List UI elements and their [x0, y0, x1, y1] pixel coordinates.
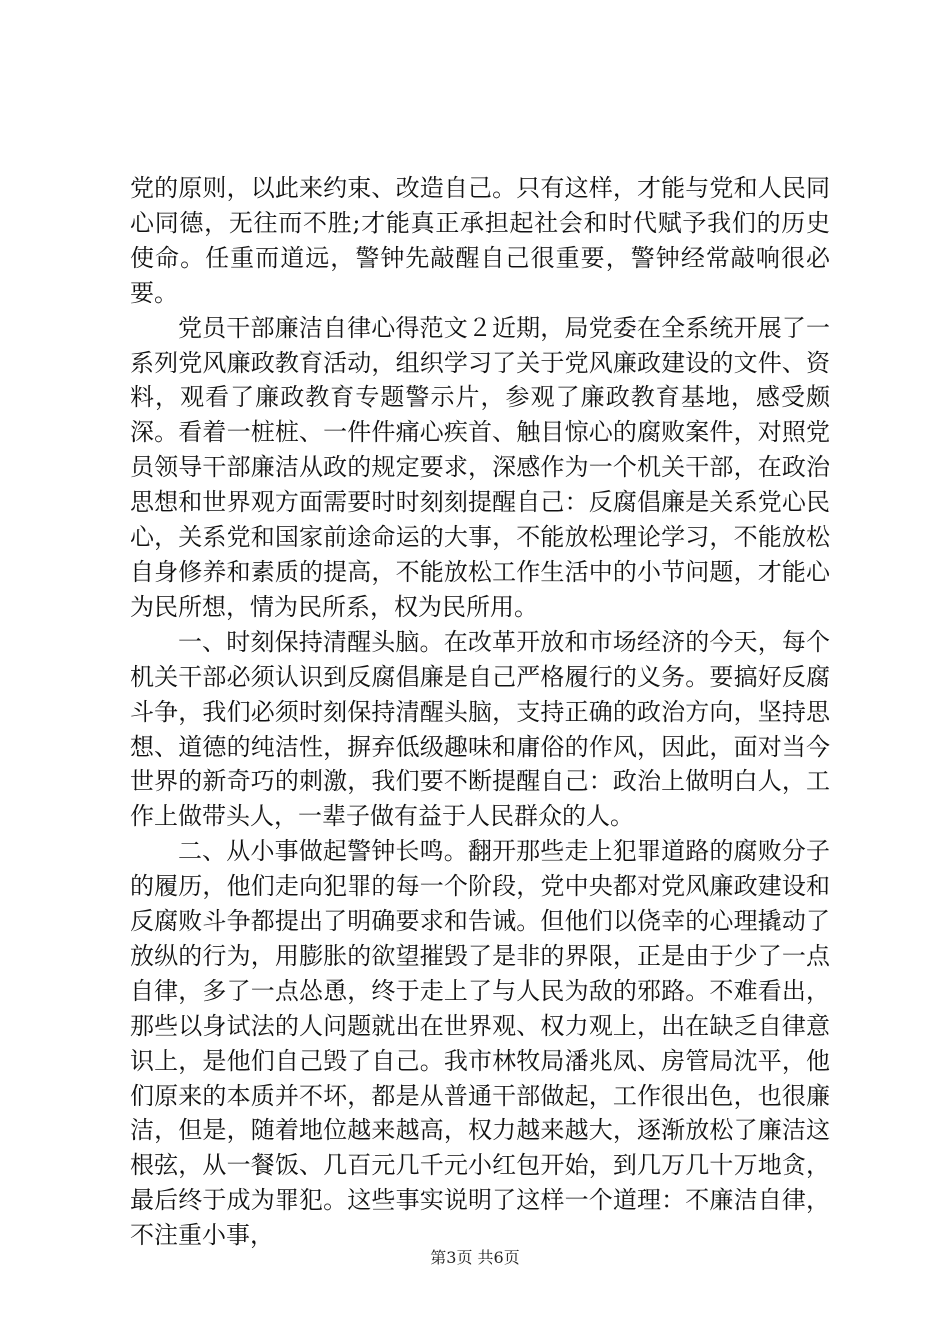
paragraph-sample-2: 党员干部廉洁自律心得范文２近期，局党委在全系统开展了一系列党风廉政教育活动，组织学习了关于党风廉政建设的文件、资料，观看了廉政教育专题警示片，参观了廉政教育基地，感受颇深。看着一桩桩、一件件痛心疾首、触目惊心的腐败案件，对照党员领导干部廉洁从政的规定要求，深感作为一个机关干部，在政治思想和世界观方面需要时时刻刻提醒自己：反腐倡廉是关系党心民心，关系党和国家前途命运的大事，不能放松理论学习，不能放松自身修养和素质的提高，不能放松工作生活中的小节问题，才能心为民所想，情为民所系，权为民所用。: [130, 313, 830, 621]
document-body: [130, 171, 830, 1253]
page-footer: 第3页 共6页: [430, 1248, 520, 1267]
paragraph-point-1: 一、时刻保持清醒头脑。在改革开放和市场经济的今天，每个机关干部必须认识到反腐倡廉是自己严格履行的义务。要搞好反腐斗争，我们必须时刻保持清醒头脑，支持正确的政治方向，坚持思想、道德的纯洁性，摒弃低级趣味和庸俗的作风，因此，面对当今世界的新奇巧的刺激，我们要不断提醒自己：政治上做明白人，工作上做带头人，一辈子做有益于人民群众的人。: [130, 627, 830, 831]
paragraph-continuation: 党的原则，以此来约束、改造自己。只有这样，才能与党和人民同心同德，无往而不胜;才能真正承担起社会和时代赋予我们的历史使命。任重而道远，警钟先敲醒自己很重要，警钟经常敲响很必要。: [130, 174, 830, 307]
paragraph-point-2: 二、从小事做起警钟长鸣。翻开那些走上犯罪道路的腐败分子的履历，他们走向犯罪的每一个阶段，党中央都对党风廉政建设和反腐败斗争都提出了明确要求和告诫。但他们以侥幸的心理撬动了放纵的行为，用膨胀的欲望摧毁了是非的界限，正是由于少了一点自律，多了一点怂恿，终于走上了与人民为敌的邪路。不难看出，那些以身试法的人问题就出在世界观、权力观上，出在缺乏自律意识上，是他们自己毁了自己。我市林牧局潘兆凤、房管局沈平，他们原来的本质并不坏，都是从普通干部做起，工作很出色，也很廉洁，但是，随着地位越来越高，权力越来越大，逐渐放松了廉洁这根弦，从一餐饭、几百元几千元小红包开始，到几万几十万地贪，最后终于成为罪犯。这些事实说明了这样一个道理：不廉洁自律，不注重小事，: [130, 837, 830, 1250]
